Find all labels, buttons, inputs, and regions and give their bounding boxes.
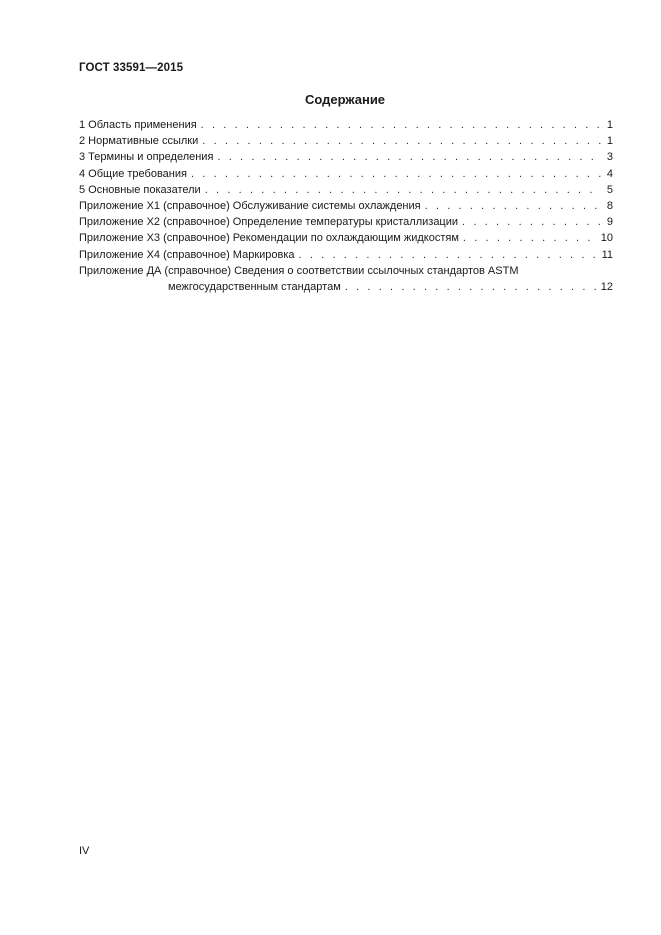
toc-entry-page: 8 <box>606 199 613 212</box>
toc-entry-4[interactable] <box>79 168 613 184</box>
toc-entry-5[interactable] <box>79 184 613 200</box>
dot-leader <box>202 135 601 147</box>
toc-entry-page: 10 <box>600 232 613 245</box>
toc-entry-page: 1 <box>606 135 613 148</box>
dot-leader <box>345 281 597 293</box>
toc-entry-page: 12 <box>600 280 613 293</box>
toc-entry-text: 4 Общие требования <box>79 167 187 180</box>
page-number: IV <box>79 845 90 857</box>
toc-entry-page: 3 <box>606 151 613 164</box>
toc-entry-text: Приложение Х1 (справочное) Обслуживание системы охлаждения <box>79 199 421 212</box>
toc-title: Содержание <box>304 92 386 107</box>
toc-entry-text: 2 Нормативные ссылки <box>79 135 199 148</box>
table-of-contents <box>79 119 613 297</box>
dot-leader <box>425 200 601 212</box>
toc-entry-1[interactable] <box>79 119 613 135</box>
dot-leader <box>217 151 601 163</box>
toc-entry-text: 3 Термины и определения <box>79 151 214 164</box>
toc-entry-page: 11 <box>601 248 613 261</box>
dot-leader <box>299 249 598 261</box>
toc-entry-appendix-x3[interactable] <box>79 232 613 248</box>
toc-entry-page: 9 <box>606 216 613 229</box>
dot-leader <box>205 184 601 196</box>
toc-entry-text: Приложение Х2 (справочное) Определение температуры кристаллизации <box>79 216 459 229</box>
dot-leader <box>201 119 601 131</box>
toc-entry-3[interactable] <box>79 151 613 167</box>
dot-leader <box>463 232 597 244</box>
dot-leader <box>191 168 601 180</box>
toc-entry-2[interactable] <box>79 135 613 151</box>
toc-entry-text: Приложение Х4 (справочное) Маркировка <box>79 248 295 261</box>
toc-entry-page: 4 <box>606 167 613 180</box>
dot-leader <box>462 216 601 228</box>
toc-entry-appendix-x1[interactable] <box>79 200 613 216</box>
toc-entry-text: 1 Область применения <box>79 119 197 131</box>
toc-entry-appendix-x2[interactable] <box>79 216 613 232</box>
toc-entry-page: 1 <box>606 119 613 131</box>
toc-entry-text-continued: межгосударственным стандартам <box>168 280 341 293</box>
toc-entry-appendix-x4[interactable] <box>79 249 613 265</box>
toc-entry-appendix-da[interactable] <box>79 265 613 297</box>
toc-entry-page: 5 <box>606 183 613 196</box>
toc-entry-text: 5 Основные показатели <box>79 183 201 196</box>
toc-entry-text: Приложение ДА (справочное) Сведения о соответствии ссылочных стандартов ASTM <box>79 264 519 277</box>
document-code-header: ГОСТ 33591—2015 <box>79 62 184 74</box>
toc-entry-text: Приложение Х3 (справочное) Рекомендации по охлаждающим жидкостям <box>79 232 459 245</box>
